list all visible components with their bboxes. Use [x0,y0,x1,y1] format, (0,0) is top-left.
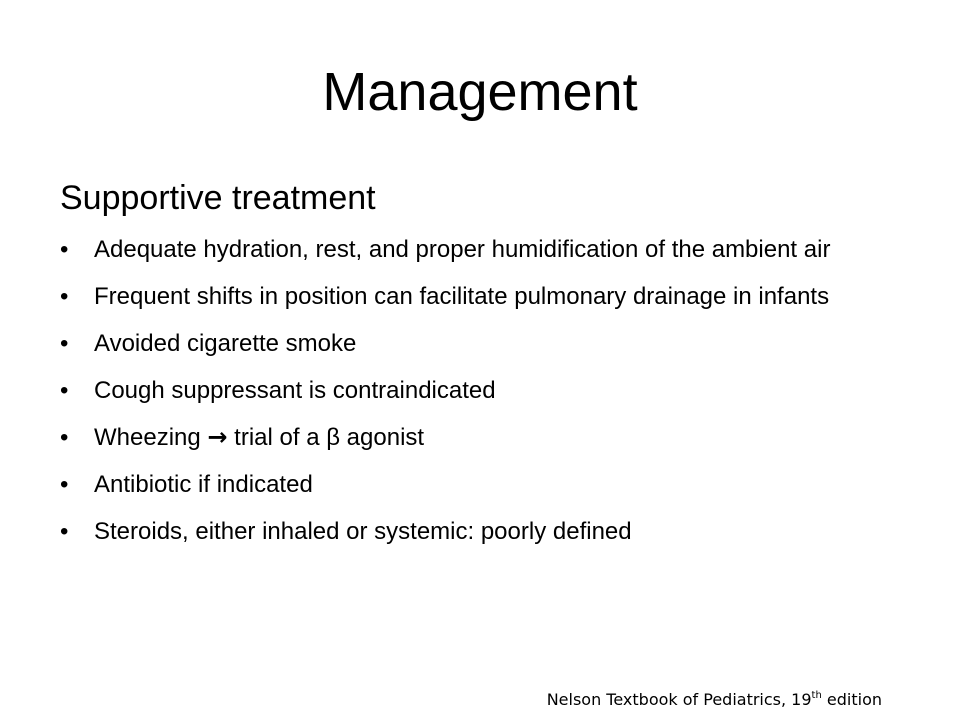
bullet-text: Steroids, either inhaled or systemic: poorly defined [94,518,632,545]
bullet-list [60,234,880,563]
right-arrow-icon: → [207,423,228,451]
bullet-dot-icon: • [60,518,69,545]
bullet-item [60,516,880,547]
citation-text: Nelson Textbook of Pediatrics, 19 [546,690,812,709]
source-citation [547,690,882,710]
slide-title: Management [322,62,638,122]
section-subheading: Supportive treatment [60,179,376,217]
bullet-text: Avoided cigarette smoke [94,330,357,357]
bullet-text: Adequate hydration, rest, and proper humidification of the ambient air [94,236,831,263]
bullet-dot-icon: • [60,377,69,404]
citation-superscript: th [811,690,822,701]
bullet-text-pre: Wheezing [94,424,208,451]
bullet-item [60,469,880,500]
bullet-item [60,281,880,312]
bullet-text: Frequent shifts in position can facilitate pulmonary drainage in infants [94,283,830,310]
bullet-dot-icon: • [60,236,69,263]
bullet-dot-icon: • [60,283,69,310]
bullet-dot-icon: • [60,424,69,451]
bullet-dot-icon: • [60,330,69,357]
bullet-dot-icon: • [60,471,69,498]
bullet-text: Antibiotic if indicated [94,471,313,498]
bullet-text: Cough suppressant is contraindicated [94,377,496,404]
bullet-item [60,375,880,406]
bullet-text [94,424,424,451]
bullet-item [60,422,880,453]
bullet-item [60,234,880,265]
bullet-text-post: trial of a β agonist [227,424,425,451]
bullet-item [60,328,880,359]
citation-edition: edition [821,690,882,709]
